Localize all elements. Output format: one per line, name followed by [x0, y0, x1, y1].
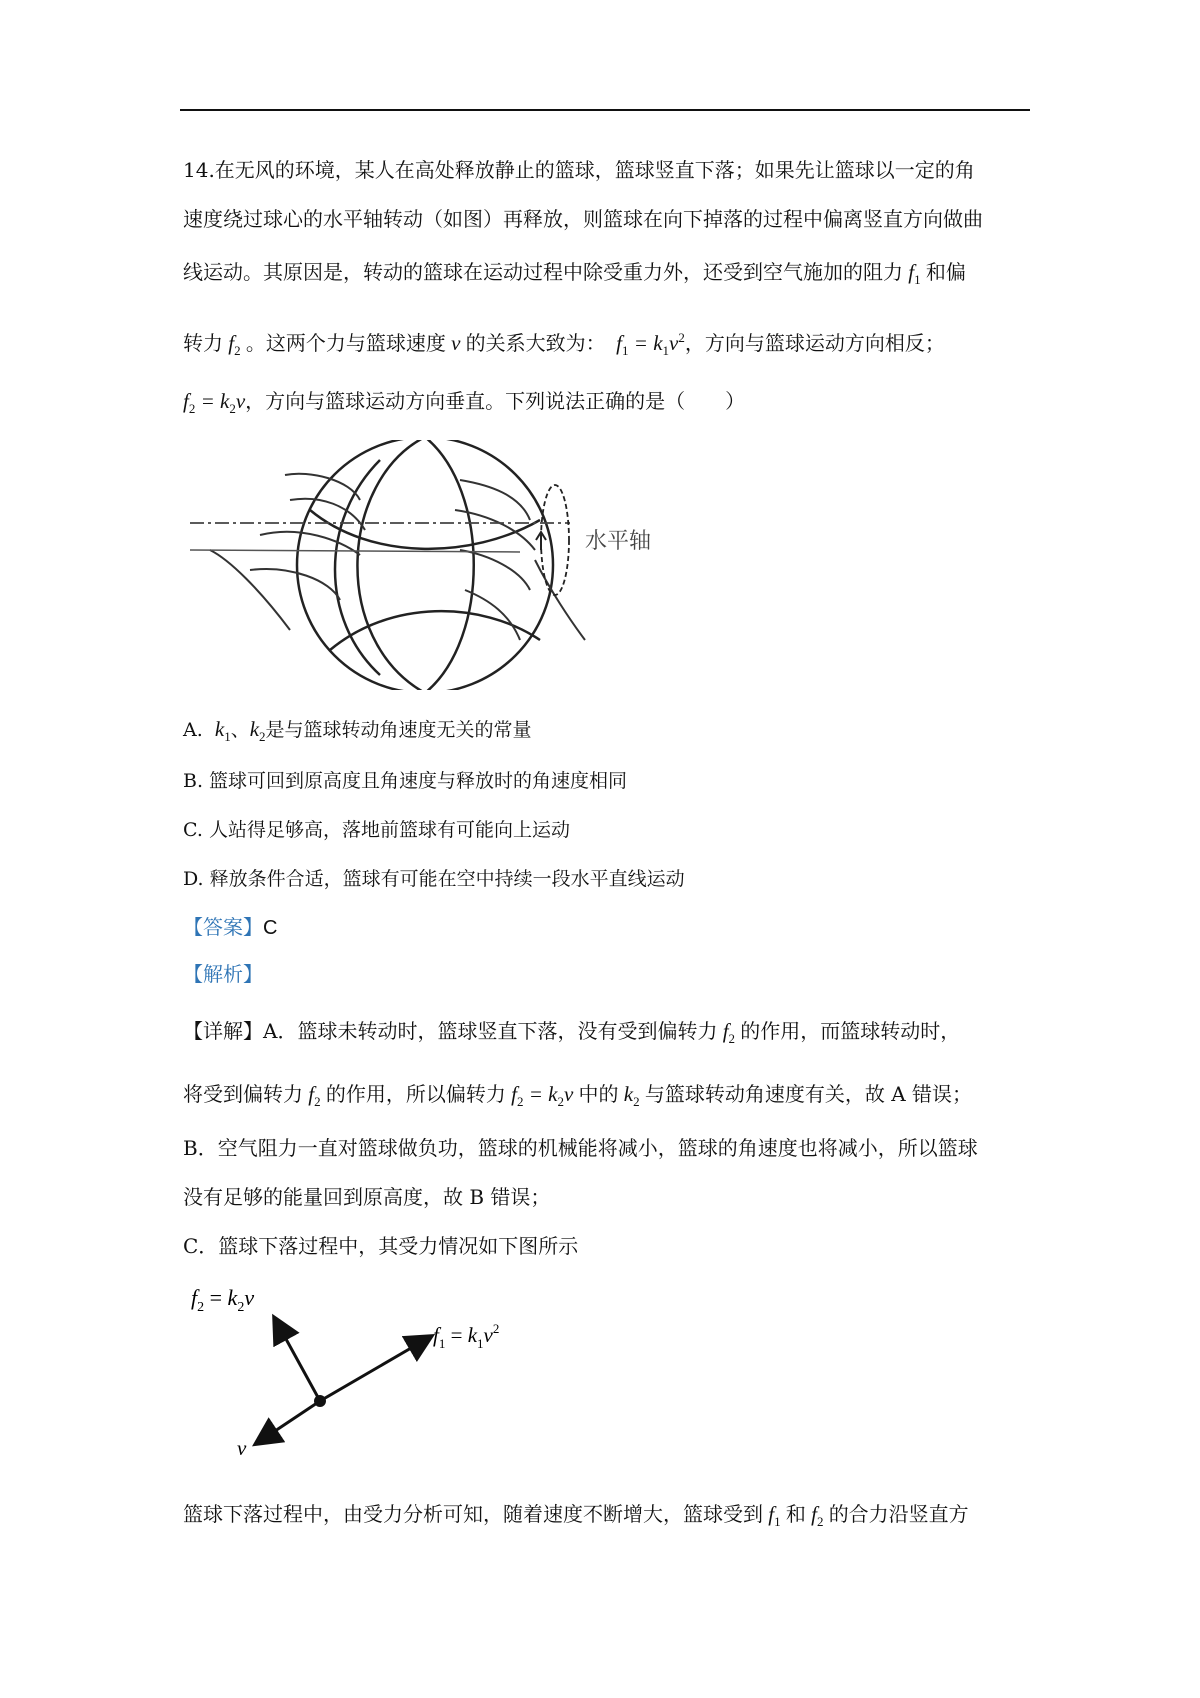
detail-line-4: 没有足够的能量回到原高度，故 B 错误； — [183, 1185, 551, 1209]
f2-label: $f_2 = k_2v$ — [191, 1285, 255, 1315]
question-line-3: 线运动。其原因是，转动的篮球在运动过程中除受重力外，还受到空气施加的阻力 $f_1$ 和偏 — [183, 260, 966, 288]
basketball-figure — [190, 440, 730, 690]
detail-line-2: 将受到偏转力 $f_2$ 的作用，所以偏转力 $f_2 = k_2v$ 中的 $k_2$ 与篮球转动角速度有关，故 A 错误； — [183, 1082, 973, 1110]
ball-point — [314, 1395, 326, 1407]
question-line-2: 速度绕过球心的水平轴转动（如图）再释放，则篮球在向下掉落的过程中偏离竖直方向做曲 — [183, 207, 983, 231]
question-line-1: 14.在无风的环境，某人在高处释放静止的篮球，篮球竖直下落；如果先让篮球以一定的角 — [183, 158, 975, 182]
f1-label: $f_1 = k_1v^2$ — [433, 1321, 500, 1351]
question-line-4: 转力 $f_2$ 。这两个力与篮球速度 v 的关系大致为： $f_1 = k_1v^2$，方向与篮球运动方向相反； — [183, 330, 945, 359]
detail-line-5: C．篮球下落过程中，其受力情况如下图所示 — [183, 1234, 579, 1258]
axis-label: 水平轴 — [585, 529, 652, 554]
option-b: B. 篮球可回到原高度且角速度与释放时的角速度相同 — [183, 770, 628, 792]
v-arrow — [257, 1401, 320, 1443]
question-line-5: $f_2 = k_2v$，方向与篮球运动方向垂直。下列说法正确的是（ ） — [183, 389, 746, 417]
analysis-tag: 【解析】 — [183, 962, 263, 986]
force-diagram — [185, 1280, 545, 1460]
option-d: D. 释放条件合适，篮球有可能在空中持续一段水平直线运动 — [183, 868, 685, 890]
detail-line-1: 【详解】A．篮球未转动时，篮球竖直下落，没有受到偏转力 $f_2$ 的作用，而篮球转动时， — [183, 1019, 961, 1047]
option-a: A. $k_1$、$k_2$是与篮球转动角速度无关的常量 — [183, 717, 532, 745]
answer-line: 【答案】C — [183, 915, 278, 939]
v-label: v — [237, 1436, 247, 1460]
f2-arrow — [275, 1319, 320, 1401]
header-rule — [180, 109, 1030, 111]
detail-line-6: 篮球下落过程中，由受力分析可知，随着速度不断增大，篮球受到 $f_1$ 和 $f_2$ 的合力沿竖直方 — [183, 1502, 969, 1530]
detail-line-3: B．空气阻力一直对篮球做负功，篮球的机械能将减小，篮球的角速度也将减小，所以篮球 — [183, 1136, 978, 1160]
f1-arrow — [320, 1337, 430, 1401]
option-c: C. 人站得足够高，落地前篮球有可能向上运动 — [183, 819, 570, 841]
